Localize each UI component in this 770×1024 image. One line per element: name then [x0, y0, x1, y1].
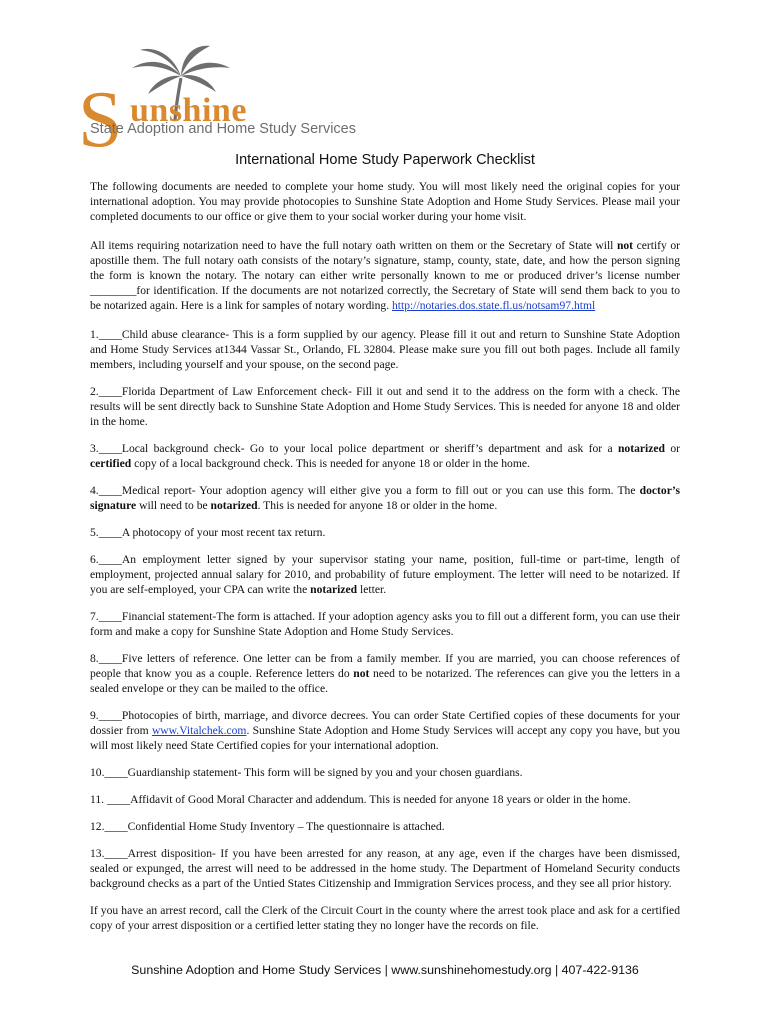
checklist-item-5: 5.____A photocopy of your most recent tax return.: [90, 526, 326, 539]
item-3-text-mid: or: [664, 442, 680, 455]
item-9-text-a: 9.____Photocopies of birth, marriage, and divorce decrees. You can order State Certified copies of these documents for your dossier from: [90, 709, 680, 737]
item-4-text-mid: will need to be: [136, 499, 211, 512]
item-3-text-c: copy of a local background check. This is needed for anyone 18 or older in the home.: [131, 457, 530, 470]
item-6-bold-notarized: notarized: [310, 583, 358, 596]
notary-text-not: not: [616, 239, 634, 252]
checklist-item-4: [90, 483, 680, 513]
checklist-item-12: 12.____Confidential Home Study Inventory – The questionnaire is attached.: [90, 820, 445, 833]
item-8-text-c: need to be notarized. The references can give you the letters in a sealed envelope or they can be mailed to the office.: [90, 667, 680, 695]
document-body: [90, 179, 680, 945]
checklist-item-11: 11. ____Affidavit of Good Moral Character and addendum. This is needed for anyone 18 years or older in the home.: [90, 793, 631, 806]
logo-word-rest: unshine: [130, 92, 247, 129]
checklist-item-8: [90, 651, 680, 696]
vitalchek-link[interactable]: www.Vitalchek.com: [151, 724, 247, 737]
checklist-item-9: [90, 708, 680, 753]
checklist-item-2: 2.____Florida Department of Law Enforcement check- Fill it out and send it to the address on the form with a check. The results will be sent directly back to Sunshine State Adoption and Home Study Services. This is needed for anyone 18 and older in the home.: [90, 385, 680, 428]
item-3-bold-certified: certified: [90, 457, 132, 470]
item-8-bold-not: not: [353, 667, 370, 680]
notary-paragraph: [90, 238, 680, 313]
item-3-text-a: 3.____Local background check- Go to your local police department or sheriff’s department and ask for a: [90, 442, 618, 455]
item-9-text-c: . Sunshine State Adoption and Home Study Services will accept any copy you have, but you will most likely need State Certified copies for your international adoption.: [90, 724, 680, 752]
item-6-text-c: letter.: [357, 583, 387, 596]
item-4-text-a: 4.____Medical report- Your adoption agency will either give you a form to fill out or you can use this form. The: [90, 484, 640, 497]
checklist-item-10: 10.____Guardianship statement- This form will be signed by you and your chosen guardians.: [90, 766, 523, 779]
checklist-item-7: 7.____Financial statement-The form is attached. If your adoption agency asks you to fill out a different form, you can use their form and make a copy for Sunshine State Adoption and Home Study Services.: [90, 610, 680, 638]
notary-text-a: All items requiring notarization need to have the full notary oath written on them or the Secretary of State will: [90, 239, 617, 252]
arrest-record-note: If you have an arrest record, call the Clerk of the Circuit Court in the county where the arrest took place and ask for a certified copy of your arrest disposition or a certified letter stating they no longer have the records on file.: [90, 904, 680, 932]
logo-initial: S: [78, 76, 123, 164]
checklist-item-3: [90, 441, 680, 471]
item-4-bold-signature: doctor’s signature: [90, 484, 680, 512]
checklist-item-13: 13.____Arrest disposition- If you have been arrested for any reason, at any age, even if the charges have been dismissed, sealed or expunged, the arrest will need to be addressed in the home study. The Department of Homeland Security conducts background checks as a part of the Untied States Citizenship and Immigration Services process, and they see all prior history.: [90, 847, 680, 890]
notary-samples-link[interactable]: http://notaries.dos.state.fl.us/notsam97.html: [392, 299, 596, 312]
page-title: International Home Study Paperwork Checklist: [235, 152, 535, 168]
item-6-text-a: 6.____An employment letter signed by your supervisor stating your name, position, full-time or part-time, length of employment, projected annual salary for 2010, and probability of future employment. The letter will need to be notarized. If you are self-employed, your CPA can write the: [90, 553, 680, 596]
notary-text-b: certify or apostille them. The full notary oath consists of the notary’s signature, stamp, county, state, date, and how the person signing the form is known the notary. The notary can either write personally known to me or produced driver’s license number ________for identification. If the documents are not notarized correctly, the Secretary of State will send them back to you to be notarized again. Here is a link for samples of notary wording.: [90, 239, 680, 312]
item-8-text-a: 8.____Five letters of reference. One letter can be from a family member. If you are married, you can choose references of people that know you as a couple. Reference letters do: [90, 652, 680, 680]
checklist-item-6: [90, 552, 680, 597]
item-3-bold-notarized: notarized: [617, 442, 665, 455]
intro-paragraph: The following documents are needed to complete your home study. You will most likely need the original copies for your international adoption. You may provide photocopies to Sunshine State Adoption and Home Study Services. Please mail your completed documents to our office or give them to your social worker during your home visit.: [90, 180, 680, 223]
item-4-text-c: . This is needed for anyone 18 or older in the home.: [257, 499, 498, 512]
page-footer: Sunshine Adoption and Home Study Services | www.sunshinehomestudy.org | 407-422-9136: [131, 963, 639, 977]
checklist-item-1: 1.____Child abuse clearance- This is a form supplied by our agency. Please fill it out and return to Sunshine State Adoption and Home Study Services at1344 Vassar St., Orlando, FL 32804. Please make sure you fill out both pages. Include all family members, including yourself and your spouse, on the second page.: [90, 328, 680, 371]
item-4-bold-notarized: notarized: [210, 499, 258, 512]
logo-subtitle: State Adoption and Home Study Services: [90, 121, 356, 137]
